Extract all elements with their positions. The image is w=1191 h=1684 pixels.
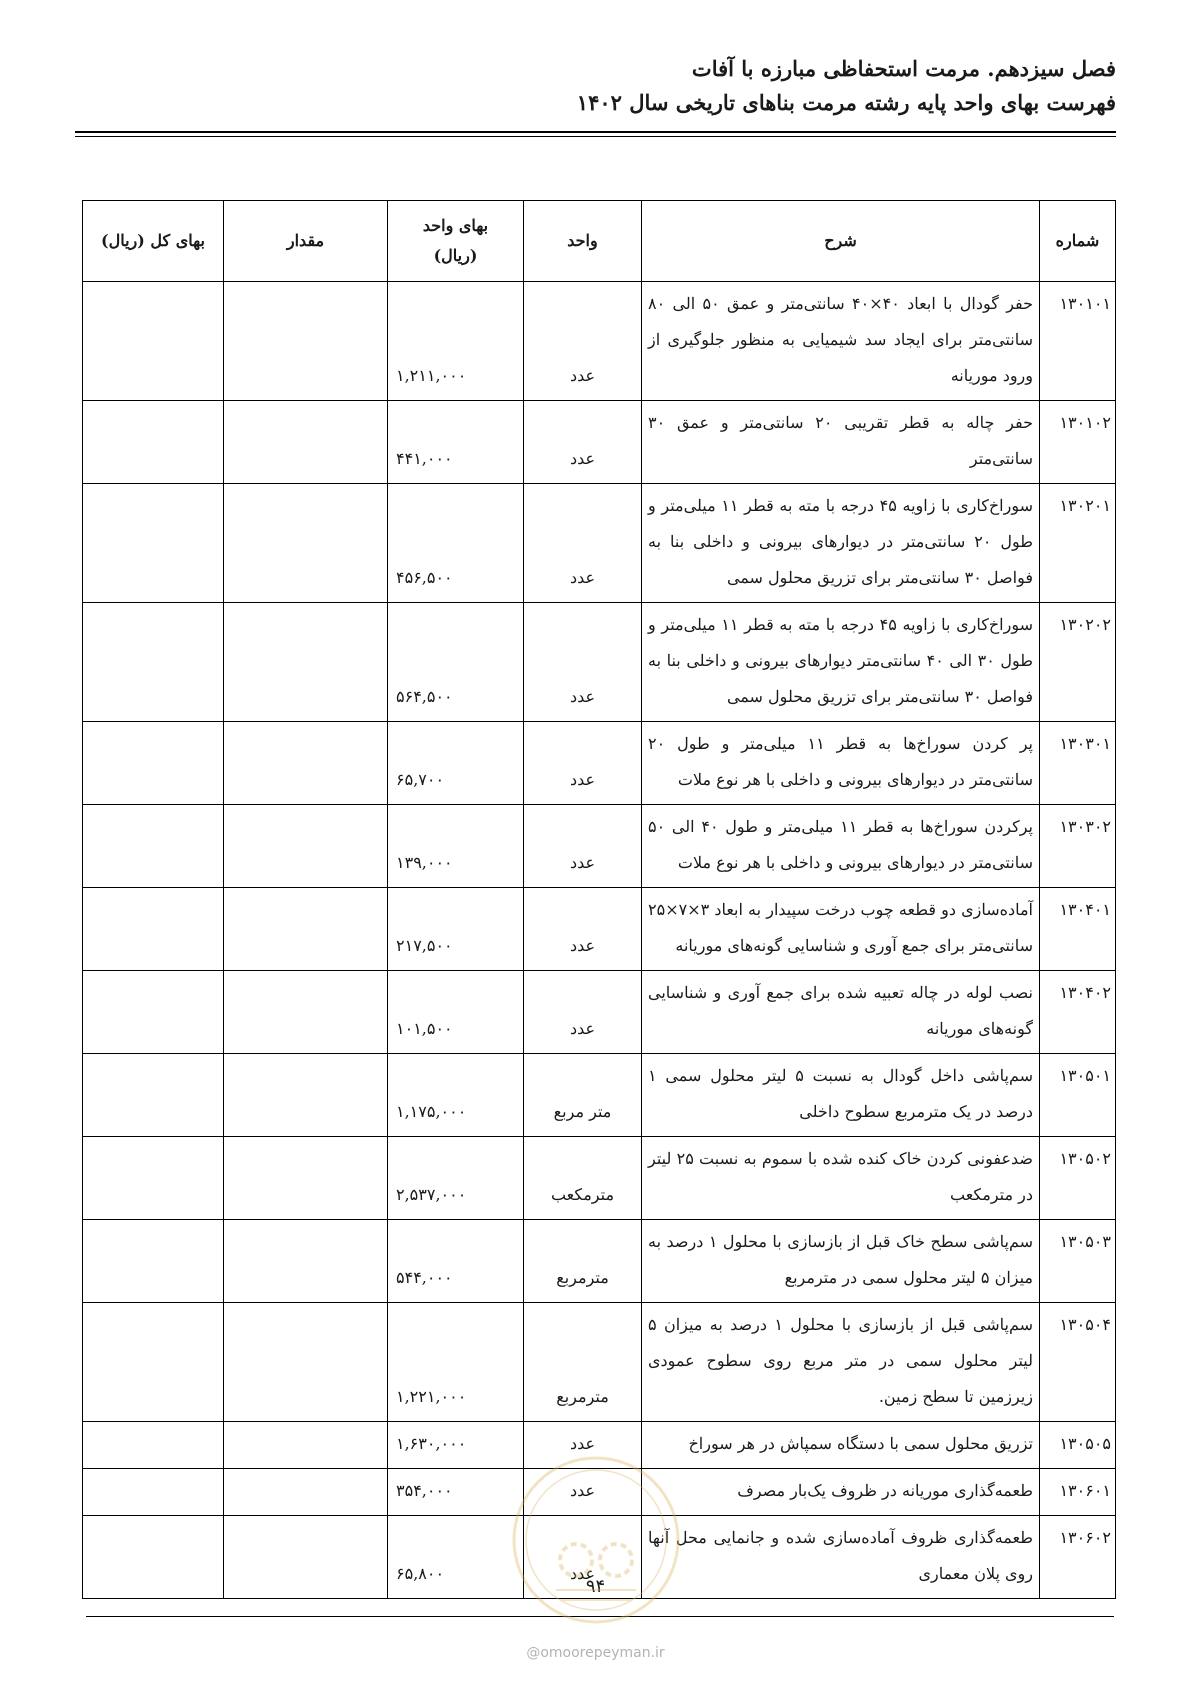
item-description: حفر گودال با ابعاد ۴۰×۴۰ سانتی‌متر و عمق ۵۰ الی ۸۰ سانتی‌متر برای ایجاد سد شیمیایی به منظور جلوگیری از ورود موریانه <box>642 282 1040 401</box>
item-code: ۱۳۰۶۰۱ <box>1040 1469 1116 1516</box>
item-description: سوراخ‌کاری با زاویه ۴۵ درجه با مته به قطر ۱۱ میلی‌متر و طول ۲۰ سانتی‌متر در دیوارهای بیرونی و داخلی بنا به فواصل ۳۰ سانتی‌متر برای تزریق محلول سمی <box>642 484 1040 603</box>
item-quantity <box>224 1137 388 1220</box>
item-description: پر کردن سوراخ‌ها به قطر ۱۱ میلی‌متر و طول ۲۰ سانتی‌متر در دیوارهای بیرونی و داخلی با هر نوع ملات <box>642 722 1040 805</box>
item-code: ۱۳۰۲۰۲ <box>1040 603 1116 722</box>
item-unit-price: ۱,۱۷۵,۰۰۰ <box>388 1054 524 1137</box>
item-unit-price: ۴۵۶,۵۰۰ <box>388 484 524 603</box>
item-unit: عدد <box>524 722 642 805</box>
item-description: طعمه‌گذاری ظروف آماده‌سازی شده و جانمایی محل آنها روی پلان معماری <box>642 1516 1040 1599</box>
item-total-price <box>83 1469 224 1516</box>
table-row <box>83 722 1116 805</box>
item-description: حفر چاله به قطر تقریبی ۲۰ سانتی‌متر و عمق ۳۰ سانتی‌متر <box>642 401 1040 484</box>
item-unit: عدد <box>524 1422 642 1469</box>
table-row <box>83 603 1116 722</box>
item-unit: مترمربع <box>524 1303 642 1422</box>
item-unit: عدد <box>524 401 642 484</box>
item-code: ۱۳۰۵۰۱ <box>1040 1054 1116 1137</box>
item-total-price <box>83 1422 224 1469</box>
item-total-price <box>83 971 224 1054</box>
item-quantity <box>224 1303 388 1422</box>
item-unit-price: ۳۵۴,۰۰۰ <box>388 1469 524 1516</box>
item-quantity <box>224 1220 388 1303</box>
header-total-price: بهای کل (ریال) <box>83 201 224 282</box>
item-description: سم‌پاشی قبل از بازسازی با محلول ۱ درصد به میزان ۵ لیتر محلول سمی در متر مربع روی سطوح عمودی زیرزمین تا سطح زمین. <box>642 1303 1040 1422</box>
item-total-price <box>83 888 224 971</box>
item-unit-price: ۴۴۱,۰۰۰ <box>388 401 524 484</box>
item-quantity <box>224 1054 388 1137</box>
item-quantity <box>224 888 388 971</box>
price-list-table <box>82 200 1116 1599</box>
item-description: نصب لوله در چاله تعبیه شده برای جمع آوری و شناسایی گونه‌های موریانه <box>642 971 1040 1054</box>
item-total-price <box>83 401 224 484</box>
item-total-price <box>83 603 224 722</box>
item-total-price <box>83 722 224 805</box>
table-row <box>83 282 1116 401</box>
item-unit: مترمربع <box>524 1220 642 1303</box>
table-row <box>83 971 1116 1054</box>
item-unit-price: ۱,۲۱۱,۰۰۰ <box>388 282 524 401</box>
item-description: سم‌پاشی سطح خاک قبل از بازسازی با محلول ۱ درصد به میزان ۵ لیتر محلول سمی در مترمربع <box>642 1220 1040 1303</box>
table-row <box>83 1137 1116 1220</box>
table-row <box>83 401 1116 484</box>
item-description: سم‌پاشی داخل گودال به نسبت ۵ لیتر محلول سمی ۱ درصد در یک مترمربع سطوح داخلی <box>642 1054 1040 1137</box>
item-quantity <box>224 805 388 888</box>
item-unit: عدد <box>524 888 642 971</box>
item-unit: عدد <box>524 603 642 722</box>
item-unit-price: ۱۰۱,۵۰۰ <box>388 971 524 1054</box>
item-unit-price: ۱,۲۲۱,۰۰۰ <box>388 1303 524 1422</box>
item-code: ۱۳۰۶۰۲ <box>1040 1516 1116 1599</box>
item-quantity <box>224 971 388 1054</box>
item-code: ۱۳۰۳۰۱ <box>1040 722 1116 805</box>
item-quantity <box>224 1469 388 1516</box>
item-unit: عدد <box>524 971 642 1054</box>
item-unit-price: ۱,۶۳۰,۰۰۰ <box>388 1422 524 1469</box>
header-rule-thick <box>75 131 1116 133</box>
item-total-price <box>83 484 224 603</box>
page-number: ۹۴ <box>585 1576 606 1597</box>
item-description: سوراخ‌کاری با زاویه ۴۵ درجه با مته به قطر ۱۱ میلی‌متر و طول ۳۰ الی ۴۰ سانتی‌متر دیوارهای بیرونی و داخلی بنا به فواصل ۳۰ سانتی‌متر برای تزریق محلول سمی <box>642 603 1040 722</box>
table-row <box>83 1220 1116 1303</box>
item-code: ۱۳۰۴۰۱ <box>1040 888 1116 971</box>
table-row <box>83 1054 1116 1137</box>
header-unit: واحد <box>524 201 642 282</box>
item-unit-price: ۲۱۷,۵۰۰ <box>388 888 524 971</box>
item-unit: عدد <box>524 282 642 401</box>
header-rule-thin <box>75 136 1116 137</box>
header-quantity: مقدار <box>224 201 388 282</box>
item-code: ۱۳۰۳۰۲ <box>1040 805 1116 888</box>
item-code: ۱۳۰۱۰۲ <box>1040 401 1116 484</box>
document-subtitle: فهرست بهای واحد پایه رشته مرمت بناهای تاریخی سال ۱۴۰۲ <box>576 90 1116 115</box>
header-description: شرح <box>642 201 1040 282</box>
item-code: ۱۳۰۵۰۵ <box>1040 1422 1116 1469</box>
page-header <box>76 52 1116 120</box>
item-total-price <box>83 1137 224 1220</box>
table-row <box>83 888 1116 971</box>
item-description: آماده‌سازی دو قطعه چوب درخت سپیدار به ابعاد ۳×۷×۲۵ سانتی‌متر برای جمع آوری و شناسایی گونه‌های موریانه <box>642 888 1040 971</box>
item-unit-price: ۵۶۴,۵۰۰ <box>388 603 524 722</box>
header-unit-price <box>388 201 524 282</box>
item-unit: متر مربع <box>524 1054 642 1137</box>
item-description: تزریق محلول سمی با دستگاه سمپاش در هر سوراخ <box>642 1422 1040 1469</box>
item-quantity <box>224 603 388 722</box>
item-code: ۱۳۰۵۰۳ <box>1040 1220 1116 1303</box>
item-code: ۱۳۰۱۰۱ <box>1040 282 1116 401</box>
item-total-price <box>83 805 224 888</box>
chapter-title: فصل سیزدهم. مرمت استحفاظی مبارزه با آفات <box>691 56 1116 81</box>
item-unit-price: ۲,۵۳۷,۰۰۰ <box>388 1137 524 1220</box>
item-code: ۱۳۰۴۰۲ <box>1040 971 1116 1054</box>
item-quantity <box>224 722 388 805</box>
item-description: ضدعفونی کردن خاک کنده شده با سموم به نسبت ۲۵ لیتر در مترمکعب <box>642 1137 1040 1220</box>
item-quantity <box>224 484 388 603</box>
item-unit-price: ۵۴۴,۰۰۰ <box>388 1220 524 1303</box>
table-header-row <box>83 201 1116 282</box>
header-code: شماره <box>1040 201 1116 282</box>
item-description: پرکردن سوراخ‌ها به قطر ۱۱ میلی‌متر و طول ۴۰ الی ۵۰ سانتی‌متر در دیوارهای بیرونی و داخلی با هر نوع ملات <box>642 805 1040 888</box>
item-unit-price: ۶۵,۸۰۰ <box>388 1516 524 1599</box>
item-total-price <box>83 1220 224 1303</box>
item-description: طعمه‌گذاری موریانه در ظروف یک‌بار مصرف <box>642 1469 1040 1516</box>
item-unit: مترمکعب <box>524 1137 642 1220</box>
watermark-url: @omoorepeyman.ir <box>526 1645 665 1661</box>
table-row <box>83 484 1116 603</box>
item-code: ۱۳۰۵۰۴ <box>1040 1303 1116 1422</box>
item-unit-price: ۱۳۹,۰۰۰ <box>388 805 524 888</box>
item-unit: عدد <box>524 1516 642 1599</box>
header-unit-price-label: بهای واحد <box>422 216 489 235</box>
item-total-price <box>83 1054 224 1137</box>
item-code: ۱۳۰۵۰۲ <box>1040 1137 1116 1220</box>
header-unit-price-currency: (ریال) <box>433 246 478 265</box>
item-unit: عدد <box>524 1469 642 1516</box>
item-unit: عدد <box>524 484 642 603</box>
table-row <box>83 805 1116 888</box>
item-unit-price: ۶۵,۷۰۰ <box>388 722 524 805</box>
watermark-seal-icon <box>506 1450 686 1630</box>
item-quantity <box>224 1422 388 1469</box>
table-row <box>83 1303 1116 1422</box>
item-quantity <box>224 401 388 484</box>
item-quantity <box>224 282 388 401</box>
item-total-price <box>83 1303 224 1422</box>
item-unit: عدد <box>524 805 642 888</box>
item-code: ۱۳۰۲۰۱ <box>1040 484 1116 603</box>
item-total-price <box>83 282 224 401</box>
